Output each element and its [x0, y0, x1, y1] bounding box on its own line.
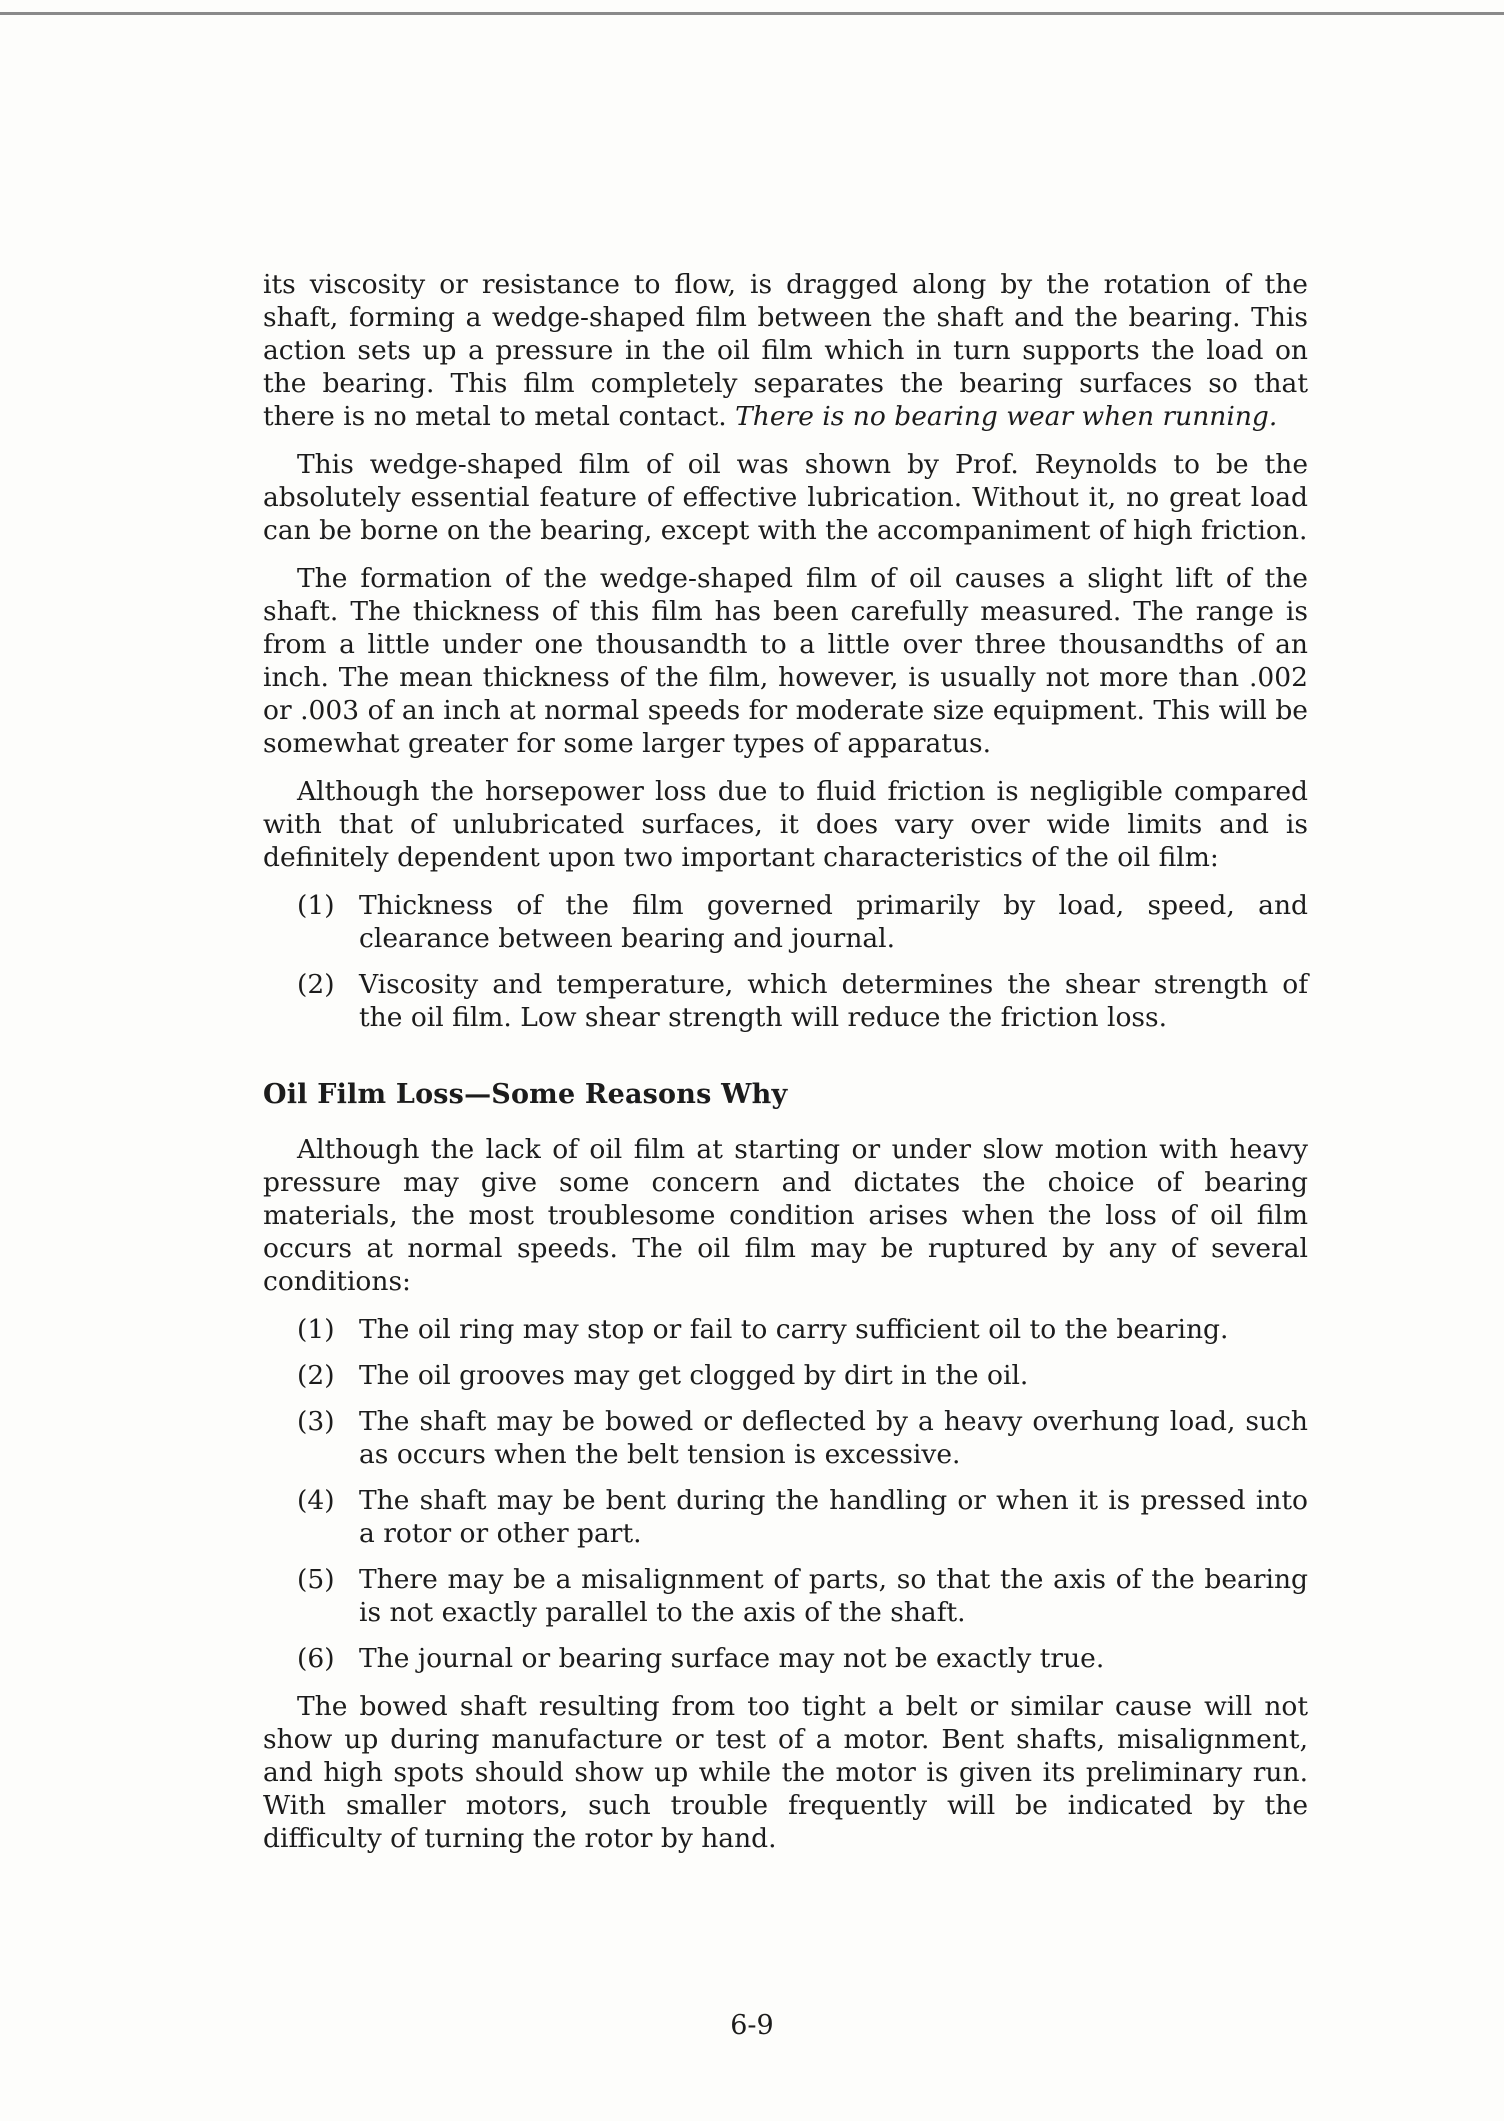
- list-item: [263, 1484, 1308, 1550]
- conditions-list: [263, 1313, 1308, 1675]
- list-number: (4): [297, 1485, 335, 1516]
- paragraph-horsepower-loss: Although the horsepower loss due to fluid friction is negligible compared with that of unlubricated surfaces, it does vary over wide limits and is definitely dependent upon two important characteristics of the oil film:: [263, 776, 1308, 873]
- list-text: There may be a misalignment of parts, so that the axis of the bearing is not exactly parallel to the axis of the shaft.: [359, 1564, 1308, 1628]
- italic-emphasis: There is no bearing wear when running.: [735, 401, 1278, 432]
- list-item: [263, 1359, 1308, 1392]
- list-text: The oil ring may stop or fail to carry sufficient oil to the bearing.: [359, 1314, 1229, 1345]
- list-item: [263, 1313, 1308, 1346]
- list-text: The shaft may be bent during the handling or when it is pressed into a rotor or other part.: [359, 1485, 1308, 1549]
- page-number: 6-9: [730, 2010, 774, 2041]
- list-item: [263, 889, 1308, 955]
- list-number: (1): [297, 890, 335, 921]
- paragraph-continued-text: its viscosity or resistance to flow, is dragged along by the rotation of the shaft, forming a wedge-shaped film between the shaft and the bearing. This action sets up a pressure in the oil film which in turn supports the load on the bearing. This film completely separates the bearing surfaces so that there is no metal to metal contact.: [263, 269, 1308, 432]
- list-number: (3): [297, 1406, 335, 1437]
- list-number: (5): [297, 1564, 335, 1595]
- list-text: The journal or bearing surface may not be exactly true.: [359, 1643, 1105, 1674]
- list-number: (6): [297, 1643, 335, 1674]
- list-item: [263, 1405, 1308, 1471]
- page-body: [263, 268, 1308, 1870]
- paragraph-continued: [263, 268, 1308, 433]
- paragraph-closing: The bowed shaft resulting from too tight a belt or similar cause will not show up during manufacture or test of a motor. Bent shafts, misalignment, and high spots should show up while the motor is given its preliminary run. With smaller motors, such trouble frequently will be indicated by the difficulty of turning the rotor by hand.: [263, 1691, 1308, 1854]
- list-text: Thickness of the film governed primarily by load, speed, and clearance between bearing and journal.: [359, 890, 1308, 954]
- list-text: Viscosity and temperature, which determines the shear strength of the oil film. Low shear strength will reduce the friction loss.: [359, 969, 1308, 1033]
- section-heading: Oil Film Loss—Some Reasons Why: [263, 1079, 788, 1110]
- paragraph-reynolds: This wedge-shaped film of oil was shown by Prof. Reynolds to be the absolutely essential feature of effective lubrication. Without it, no great load can be borne on the bearing, except with the accompaniment of high friction.: [263, 449, 1308, 546]
- top-rule: [0, 12, 1504, 15]
- paragraph-film-thickness: The formation of the wedge-shaped film of oil causes a slight lift of the shaft. The thickness of this film has been carefully measured. The range is from a little under one thousandth to a little over three thousandths of an inch. The mean thickness of the film, however, is usually not more than .002 or .003 of an inch at normal speeds for moderate size equipment. This will be somewhat greater for some larger types of apparatus.: [263, 563, 1308, 759]
- list-item: [263, 968, 1308, 1034]
- characteristics-list: [263, 889, 1308, 1034]
- list-item: [263, 1642, 1308, 1675]
- paragraph-section-intro: Although the lack of oil film at starting or under slow motion with heavy pressure may give some concern and dictates the choice of bearing materials, the most troublesome condition arises when the loss of oil film occurs at normal speeds. The oil film may be ruptured by any of several conditions:: [263, 1134, 1308, 1297]
- list-text: The shaft may be bowed or deflected by a heavy overhung load, such as occurs when the belt tension is excessive.: [359, 1406, 1308, 1470]
- list-number: (2): [297, 969, 335, 1000]
- list-number: (1): [297, 1314, 335, 1345]
- list-text: The oil grooves may get clogged by dirt in the oil.: [359, 1360, 1029, 1391]
- list-item: [263, 1563, 1308, 1629]
- list-number: (2): [297, 1360, 335, 1391]
